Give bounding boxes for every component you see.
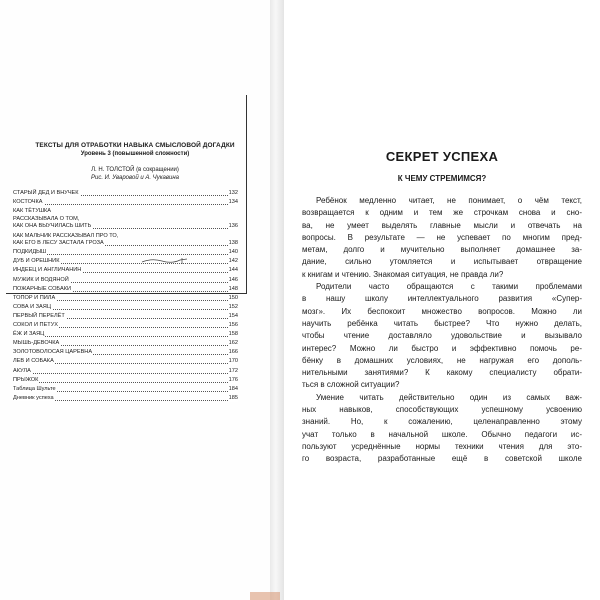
text-line: Ребёнок медленно читает, не понимает, о чём текст,: [316, 196, 582, 205]
toc-entry: [13, 258, 238, 265]
text-line: к книгам и чтению. Знакомая ситуация, не правда ли?: [302, 269, 504, 279]
toc-entry-title: КАК МАЛЬЧИК РАССКАЗЫВАЛ ПРО ТО,: [13, 232, 119, 239]
toc-page-number: 136: [228, 223, 238, 230]
toc-entry: [13, 358, 238, 365]
text-line: научить ребёнка читать быстрее? Что нужно делать,: [302, 318, 582, 328]
toc-entry: [13, 349, 238, 356]
toc-page-number: 152: [228, 303, 238, 310]
paragraph: [302, 281, 582, 392]
paragraph: [302, 195, 582, 281]
text-line: знаний. Но, к сожалению, целенаправленно этому: [302, 417, 582, 427]
toc-page-number: 138: [228, 240, 238, 247]
paragraph: [302, 392, 582, 466]
toc-entry-title: МУЖИК И ВОДЯНОЙ: [13, 276, 69, 283]
toc-entry-title: КОСТОЧКА: [13, 199, 43, 206]
toc-entry-title: КАК ОНА ВЫУЧИЛАСЬ ШИТЬ: [13, 223, 92, 230]
toc-entry-title: ЛЕВ И СОБАКА: [13, 358, 54, 365]
toc-page-number: 134: [228, 199, 238, 206]
pen-mark: [140, 257, 190, 265]
toc-entry: [13, 277, 238, 284]
toc-entry: [13, 249, 238, 256]
toc-entry-title: МЫШЬ-ДЕВОЧКА: [13, 340, 60, 347]
text-line: Умение читать действительно один из самых важ-: [316, 392, 582, 402]
toc-entry: [13, 313, 238, 320]
book-gutter: [270, 0, 284, 600]
text-line: пользуют усреднённые нормы техники чтения для это-: [302, 441, 582, 451]
toc-entry: [13, 340, 238, 347]
toc-entry-title: АКУЛА: [13, 367, 31, 374]
toc-page-number: 172: [228, 367, 238, 374]
toc-page-number: 140: [228, 249, 238, 256]
toc-entry: [13, 322, 238, 329]
toc-entry: [13, 267, 238, 274]
toc-entry-title: ПРЫЖОК: [13, 376, 39, 383]
toc-level: Уровень 3 (повышенной сложности): [80, 151, 190, 157]
toc-leader-dots: [13, 382, 238, 383]
toc-entry: [13, 199, 238, 206]
toc-page-number: 185: [228, 394, 238, 401]
toc-page-number: 150: [228, 294, 238, 301]
toc-page-number: 184: [228, 385, 238, 392]
toc-entry: [13, 286, 238, 293]
section-subtitle: К ЧЕМУ СТРЕМИМСЯ?: [397, 174, 487, 183]
text-line: ва, не умеет выделять главные мысли и отвечать на: [302, 220, 582, 230]
toc-leader-dots: [13, 204, 238, 205]
toc-page-number: 162: [228, 340, 238, 347]
text-line: ться в сложной ситуации?: [302, 380, 400, 390]
text-line: интерес? Можно ли быстро и эффективно помочь ре-: [302, 343, 582, 353]
toc-entry: [13, 331, 238, 338]
toc-entry-title: ПЕРВЫЙ ПЕРЕЛЁТ: [13, 312, 65, 319]
toc-entry-title: Дневник успеха: [13, 394, 54, 401]
toc-entry-title: КАК ТЁТУШКА: [13, 208, 52, 215]
text-line: мозг». Их беспокоит множество вопросов. Можно ли: [302, 306, 582, 316]
binding-stripe: [250, 592, 280, 600]
toc-page-number: 146: [228, 276, 238, 283]
toc-entry-title: ЁЖ И ЗАЯЦ: [13, 331, 45, 338]
toc-page-number: 144: [228, 267, 238, 274]
toc-entry-title: ЗОЛОТОВОЛОСАЯ ЦАРЕВНА: [13, 349, 93, 356]
text-line: дание, сильно утомляется и испытывает отвращение: [302, 257, 582, 267]
toc-entry: [13, 190, 238, 197]
toc-entry: [13, 377, 238, 384]
toc-entry-title: СТАРЫЙ ДЕД И ВНУЧЕК: [13, 190, 79, 196]
toc-page-number: 158: [228, 331, 238, 338]
toc-entry: [13, 386, 238, 393]
section-title: СЕКРЕТ УСПЕХА: [385, 149, 499, 164]
toc-illustrators: Рис. И. Уваровой и А. Чукавина: [90, 175, 179, 181]
text-line: вопросы. В результате — не успевает по многим пред-: [302, 232, 582, 242]
text-line: учат только в начальной школе. Обычно педагоги ис-: [302, 429, 582, 439]
text-line: в нашу школу интеллектуального развития «Супер-: [302, 294, 582, 304]
text-line: Родители часто обращаются с такими проблемами: [316, 282, 582, 292]
toc-entry: [13, 368, 238, 375]
toc-page-number: 170: [228, 358, 238, 365]
text-line: нительными занятиями? К какому специалисту обрати-: [302, 368, 582, 378]
toc-entry: [13, 304, 238, 311]
text-line: возвращается к одним и тем же строчкам снова и сно-: [302, 208, 582, 218]
toc-page-number: 166: [228, 349, 238, 356]
toc-entry-title: ДУБ И ОРЕШНИК: [13, 258, 60, 265]
toc-entry-title: ПОЖАРНЫЕ СОБАКИ: [13, 285, 71, 292]
toc-entry-title: Таблица Шульте: [13, 385, 56, 392]
toc-author: Л. Н. ТОЛСТОЙ (в сокращении): [91, 167, 179, 173]
text-line: ных навыков, способствующих успешному усвоению: [302, 405, 582, 415]
text-line: метам, долго и мучительно выполняет домашнее за-: [302, 245, 582, 255]
toc-entry: [13, 240, 238, 247]
toc-entry-title: ПОДКИДЫШ: [13, 249, 47, 256]
toc-entry-title: ТОПОР И ПИЛА: [13, 294, 56, 301]
toc-entry-title: СОКОЛ И ПЕТУХ: [13, 322, 59, 328]
toc-leader-dots: [13, 373, 238, 374]
toc-leader-dots: [13, 336, 238, 337]
toc-entry: [13, 208, 238, 215]
toc-page-number: 156: [228, 322, 238, 328]
text-line: го возраста, разработанные ещё в советской школе: [302, 454, 582, 464]
toc-entry: [13, 395, 238, 402]
toc-entry-title: КАК ЕГО В ЛЕСУ ЗАСТАЛА ГРОЗА: [13, 240, 104, 247]
text-line: чтобы чтение доставляло удовольствие и вызывало: [302, 331, 582, 341]
toc-page-number: 176: [228, 376, 238, 383]
toc-entry-title: ИНДЕЕЦ И АНГЛИЧАНИН: [13, 267, 82, 274]
text-line: бёнку в домашних условиях, не нагружая его дополь-: [302, 355, 582, 365]
toc-entry: [13, 295, 238, 302]
toc-entry-title: СОВА И ЗАЯЦ: [13, 303, 51, 310]
toc-page-number: 142: [228, 258, 238, 265]
toc-heading: ТЕКСТЫ ДЛЯ ОТРАБОТКИ НАВЫКА СМЫСЛОВОЙ ДОГАДКИ: [35, 142, 235, 149]
toc-page-number: 148: [228, 285, 238, 292]
toc-entry: [13, 216, 238, 223]
toc-page-number: 154: [228, 312, 238, 319]
toc-entry-title: РАССКАЗЫВАЛА О ТОМ,: [13, 215, 80, 222]
toc-entry: [13, 223, 238, 230]
toc-entry: [13, 233, 238, 240]
toc-page-number: 132: [228, 190, 238, 196]
